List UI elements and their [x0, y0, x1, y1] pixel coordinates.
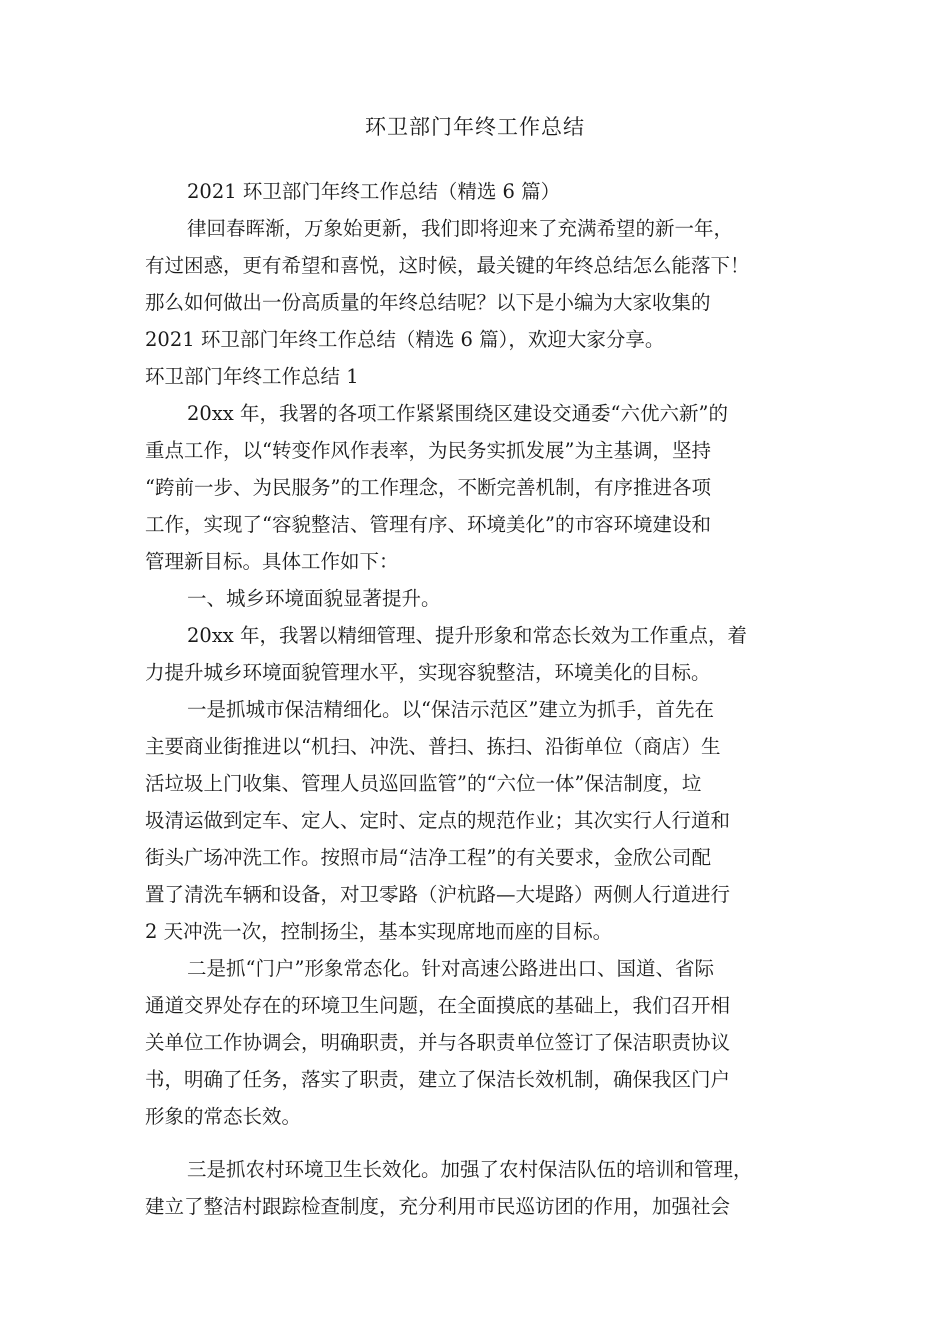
intro-line: 2021 环卫部门年终工作总结（精选 6 篇），欢迎大家分享。	[145, 328, 665, 351]
paragraph-line: 活垃圾上门收集、管理人员巡回监管”的“六位一体”保洁制度，垃	[145, 772, 702, 795]
paragraph-line: 三是抓农村环境卫生长效化。加强了农村保洁队伍的培训和管理，	[187, 1158, 753, 1181]
paragraph-line: 管理新目标。具体工作如下：	[145, 550, 399, 573]
paragraph-line: 圾清运做到定车、定人、定时、定点的规范作业；其次实行人行道和	[145, 809, 731, 832]
document-body	[145, 173, 815, 1225]
paragraph-line: 一是抓城市保洁精细化。以“保洁示范区”建立为抓手，首先在	[187, 698, 714, 721]
paragraph-line: 2 天冲洗一次，控制扬尘，基本实现席地而座的目标。	[145, 920, 613, 943]
intro-line: 有过困惑，更有希望和喜悦，这时候，最关键的年终总结怎么能落下！	[145, 254, 750, 277]
subtitle-line: 2021 环卫部门年终工作总结（精选 6 篇）	[187, 180, 561, 203]
paragraph-line: 二是抓“门户”形象常态化。针对高速公路进出口、国道、省际	[187, 957, 714, 980]
paragraph-line: 重点工作，以“转变作风作表率，为民务实抓发展”为主基调，坚持	[145, 439, 711, 462]
section-heading: 环卫部门年终工作总结 1	[145, 365, 359, 388]
intro-line: 那么如何做出一份高质量的年终总结呢？以下是小编为大家收集的	[145, 291, 711, 314]
paragraph-line: 关单位工作协调会，明确职责，并与各职责单位签订了保洁职责协议	[145, 1031, 731, 1054]
intro-line: 律回春晖渐，万象始更新，我们即将迎来了充满希望的新一年，	[187, 217, 734, 240]
paragraph-line: 通道交界处存在的环境卫生问题，在全面摸底的基础上，我们召开相	[145, 994, 731, 1017]
paragraph-gap	[145, 1135, 815, 1151]
paragraph-line: 形象的常态长效。	[145, 1105, 302, 1128]
paragraph-line: “跨前一步、为民服务”的工作理念，不断完善机制，有序推进各项	[145, 476, 711, 499]
paragraph-line: 置了清洗车辆和设备，对卫零路（沪杭路—大堤路）两侧人行道进行	[145, 883, 731, 906]
paragraph-line: 工作，实现了“容貌整洁、管理有序、环境美化”的市容环境建设和	[145, 513, 711, 536]
paragraph-line: 20xx 年，我署的各项工作紧紧围绕区建设交通委“六优六新”的	[187, 402, 728, 425]
document-title: 环卫部门年终工作总结	[365, 115, 585, 139]
paragraph-line: 主要商业街推进以“机扫、冲洗、普扫、拣扫、沿街单位（商店）生	[145, 735, 721, 758]
paragraph-line: 力提升城乡环境面貌管理水平，实现容貌整洁，环境美化的目标。	[145, 661, 711, 684]
subsection-heading: 一、城乡环境面貌显著提升。	[187, 587, 441, 610]
paragraph-line: 街头广场冲洗工作。按照市局“洁净工程”的有关要求，金欣公司配	[145, 846, 711, 869]
paragraph-line: 书，明确了任务，落实了职责，建立了保洁长效机制，确保我区门户	[145, 1068, 731, 1091]
paragraph-line: 20xx 年，我署以精细管理、提升形象和常态长效为工作重点，着	[187, 624, 748, 647]
paragraph-line: 建立了整洁村跟踪检查制度，充分利用市民巡访团的作用，加强社会	[145, 1195, 731, 1218]
